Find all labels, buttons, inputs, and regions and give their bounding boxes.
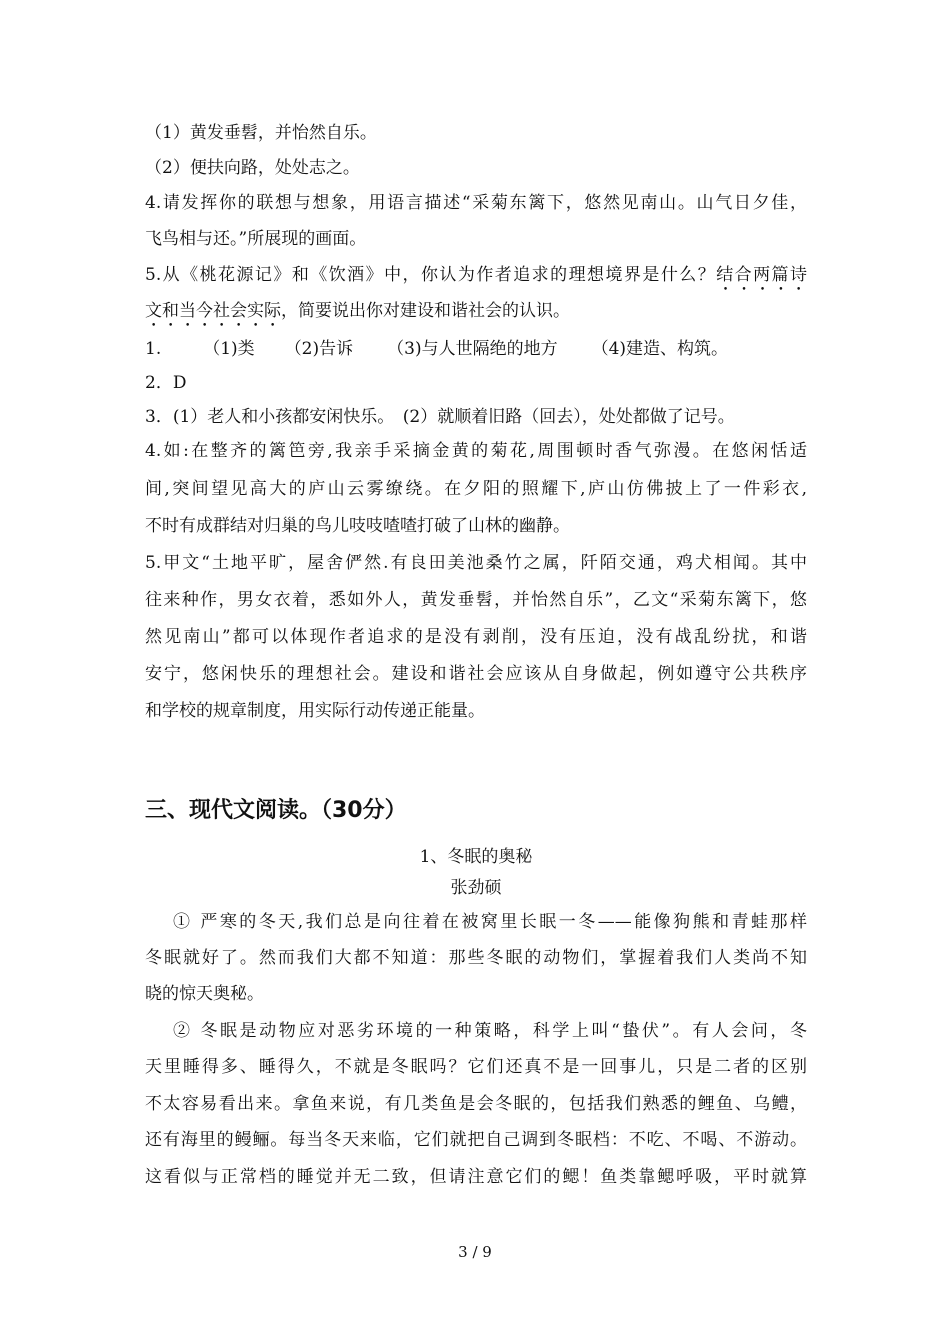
answer-4-line-1: 4.如:在整齐的篱笆旁,我亲手采摘金黄的菊花,周围顿时香气弥漫。在悠闲恬适 [145, 441, 807, 461]
question-5-line-1 [145, 265, 807, 295]
paragraph-2-line-4: 还有海里的鳗鲡。每当冬天来临，它们就把自己调到冬眠档：不吃、不喝、不游动。 [145, 1130, 807, 1150]
section-heading: 三、现代文阅读。（30分） [145, 798, 407, 823]
article-title: 1、冬眠的奥秘 [419, 847, 533, 867]
paragraph-1-line-3: 晓的惊天奥秘。 [145, 984, 264, 1004]
paragraph-1-line-1: ① 严寒的冬天,我们总是向往着在被窝里长眠一冬——能像狗熊和青蛙那样 [173, 912, 807, 932]
answer-5-line-5: 和学校的规章制度，用实际行动传递正能量。 [145, 701, 485, 721]
emphasized-phrase: 结合两篇诗 [716, 265, 808, 285]
paragraph-2-line-2: 天里睡得多、睡得久，不就是冬眠吗？它们还真不是一回事儿，只是二者的区别 [145, 1057, 807, 1077]
answer-1-part: （4)建造、构筑。 [591, 339, 729, 359]
answer-2: 2．D [145, 373, 187, 393]
paragraph-2-line-1: ② 冬眠是动物应对恶劣环境的一种策略，科学上叫“蛰伏”。有人会问，冬 [173, 1021, 807, 1041]
answer-5-line-4: 安宁，悠闲快乐的理想社会。建设和谐社会应该从自身做起，例如遵守公共秩序 [145, 664, 807, 684]
answer-1 [145, 339, 807, 359]
question-3-item-1: （1）黄发垂髫，并怡然自乐。 [145, 123, 377, 143]
article-author: 张劲硕 [450, 878, 502, 898]
answer-3: 3．(1）老人和小孩都安闲快乐。 (2）就顺着旧路（回去），处处都做了记号。 [145, 407, 735, 427]
answer-1-number: 1. [145, 339, 162, 359]
answer-4-line-3: 不时有成群结对归巢的鸟儿吱吱喳喳打破了山林的幽静。 [145, 516, 570, 536]
answer-1-part: （3)与人世隔绝的地方 [387, 339, 558, 359]
page-number: 3 / 9 [458, 1243, 492, 1261]
question-5-line-2 [145, 301, 807, 331]
paragraph-2-line-5: 这看似与正常档的睡觉并无二致，但请注意它们的鳃！鱼类靠鳃呼吸，平时就算 [145, 1167, 807, 1187]
question-5-text: 5.从《桃花源记》和《饮酒》中，你认为作者追求的理想境界是什么？ [145, 265, 717, 285]
answer-4-line-2: 间,突间望见高大的庐山云雾缭绕。在夕阳的照耀下,庐山仿佛披上了一件彩衣, [145, 479, 807, 499]
answer-5-line-1: 5.甲文“土地平旷，屋舍俨然.有良田美池桑竹之属，阡陌交通，鸡犬相闻。其中 [145, 553, 807, 573]
question-3-item-2: （2）便扶向路，处处志之。 [145, 158, 360, 178]
question-4-line-2: 飞鸟相与还。”所展现的画面。 [145, 229, 367, 249]
answer-5-line-3: 然见南山”都可以体现作者追求的是没有剥削，没有压迫，没有战乱纷扰，和谐 [145, 627, 807, 647]
emphasized-phrase: 文和当今社会实际 [145, 301, 281, 321]
question-4-line-1: 4.请发挥你的联想与想象，用语言描述“采菊东篱下，悠然见南山。山气日夕佳， [145, 193, 807, 213]
answer-1-part: （2)告诉 [284, 339, 354, 359]
answer-1-part: （1)类 [203, 339, 255, 359]
paragraph-1-line-2: 冬眠就好了。然而我们大都不知道：那些冬眠的动物们，掌握着我们人类尚不知 [145, 948, 807, 968]
question-5-text: ，简要说出你对建设和谐社会的认识。 [281, 301, 570, 321]
paragraph-2-line-3: 不太容易看出来。拿鱼来说，有几类鱼是会冬眠的，包括我们熟悉的鲤鱼、乌鳢， [145, 1094, 807, 1114]
answer-5-line-2: 往来种作，男女衣着，悉如外人，黄发垂髫，并怡然自乐”，乙文“采菊东篱下，悠 [145, 590, 807, 610]
